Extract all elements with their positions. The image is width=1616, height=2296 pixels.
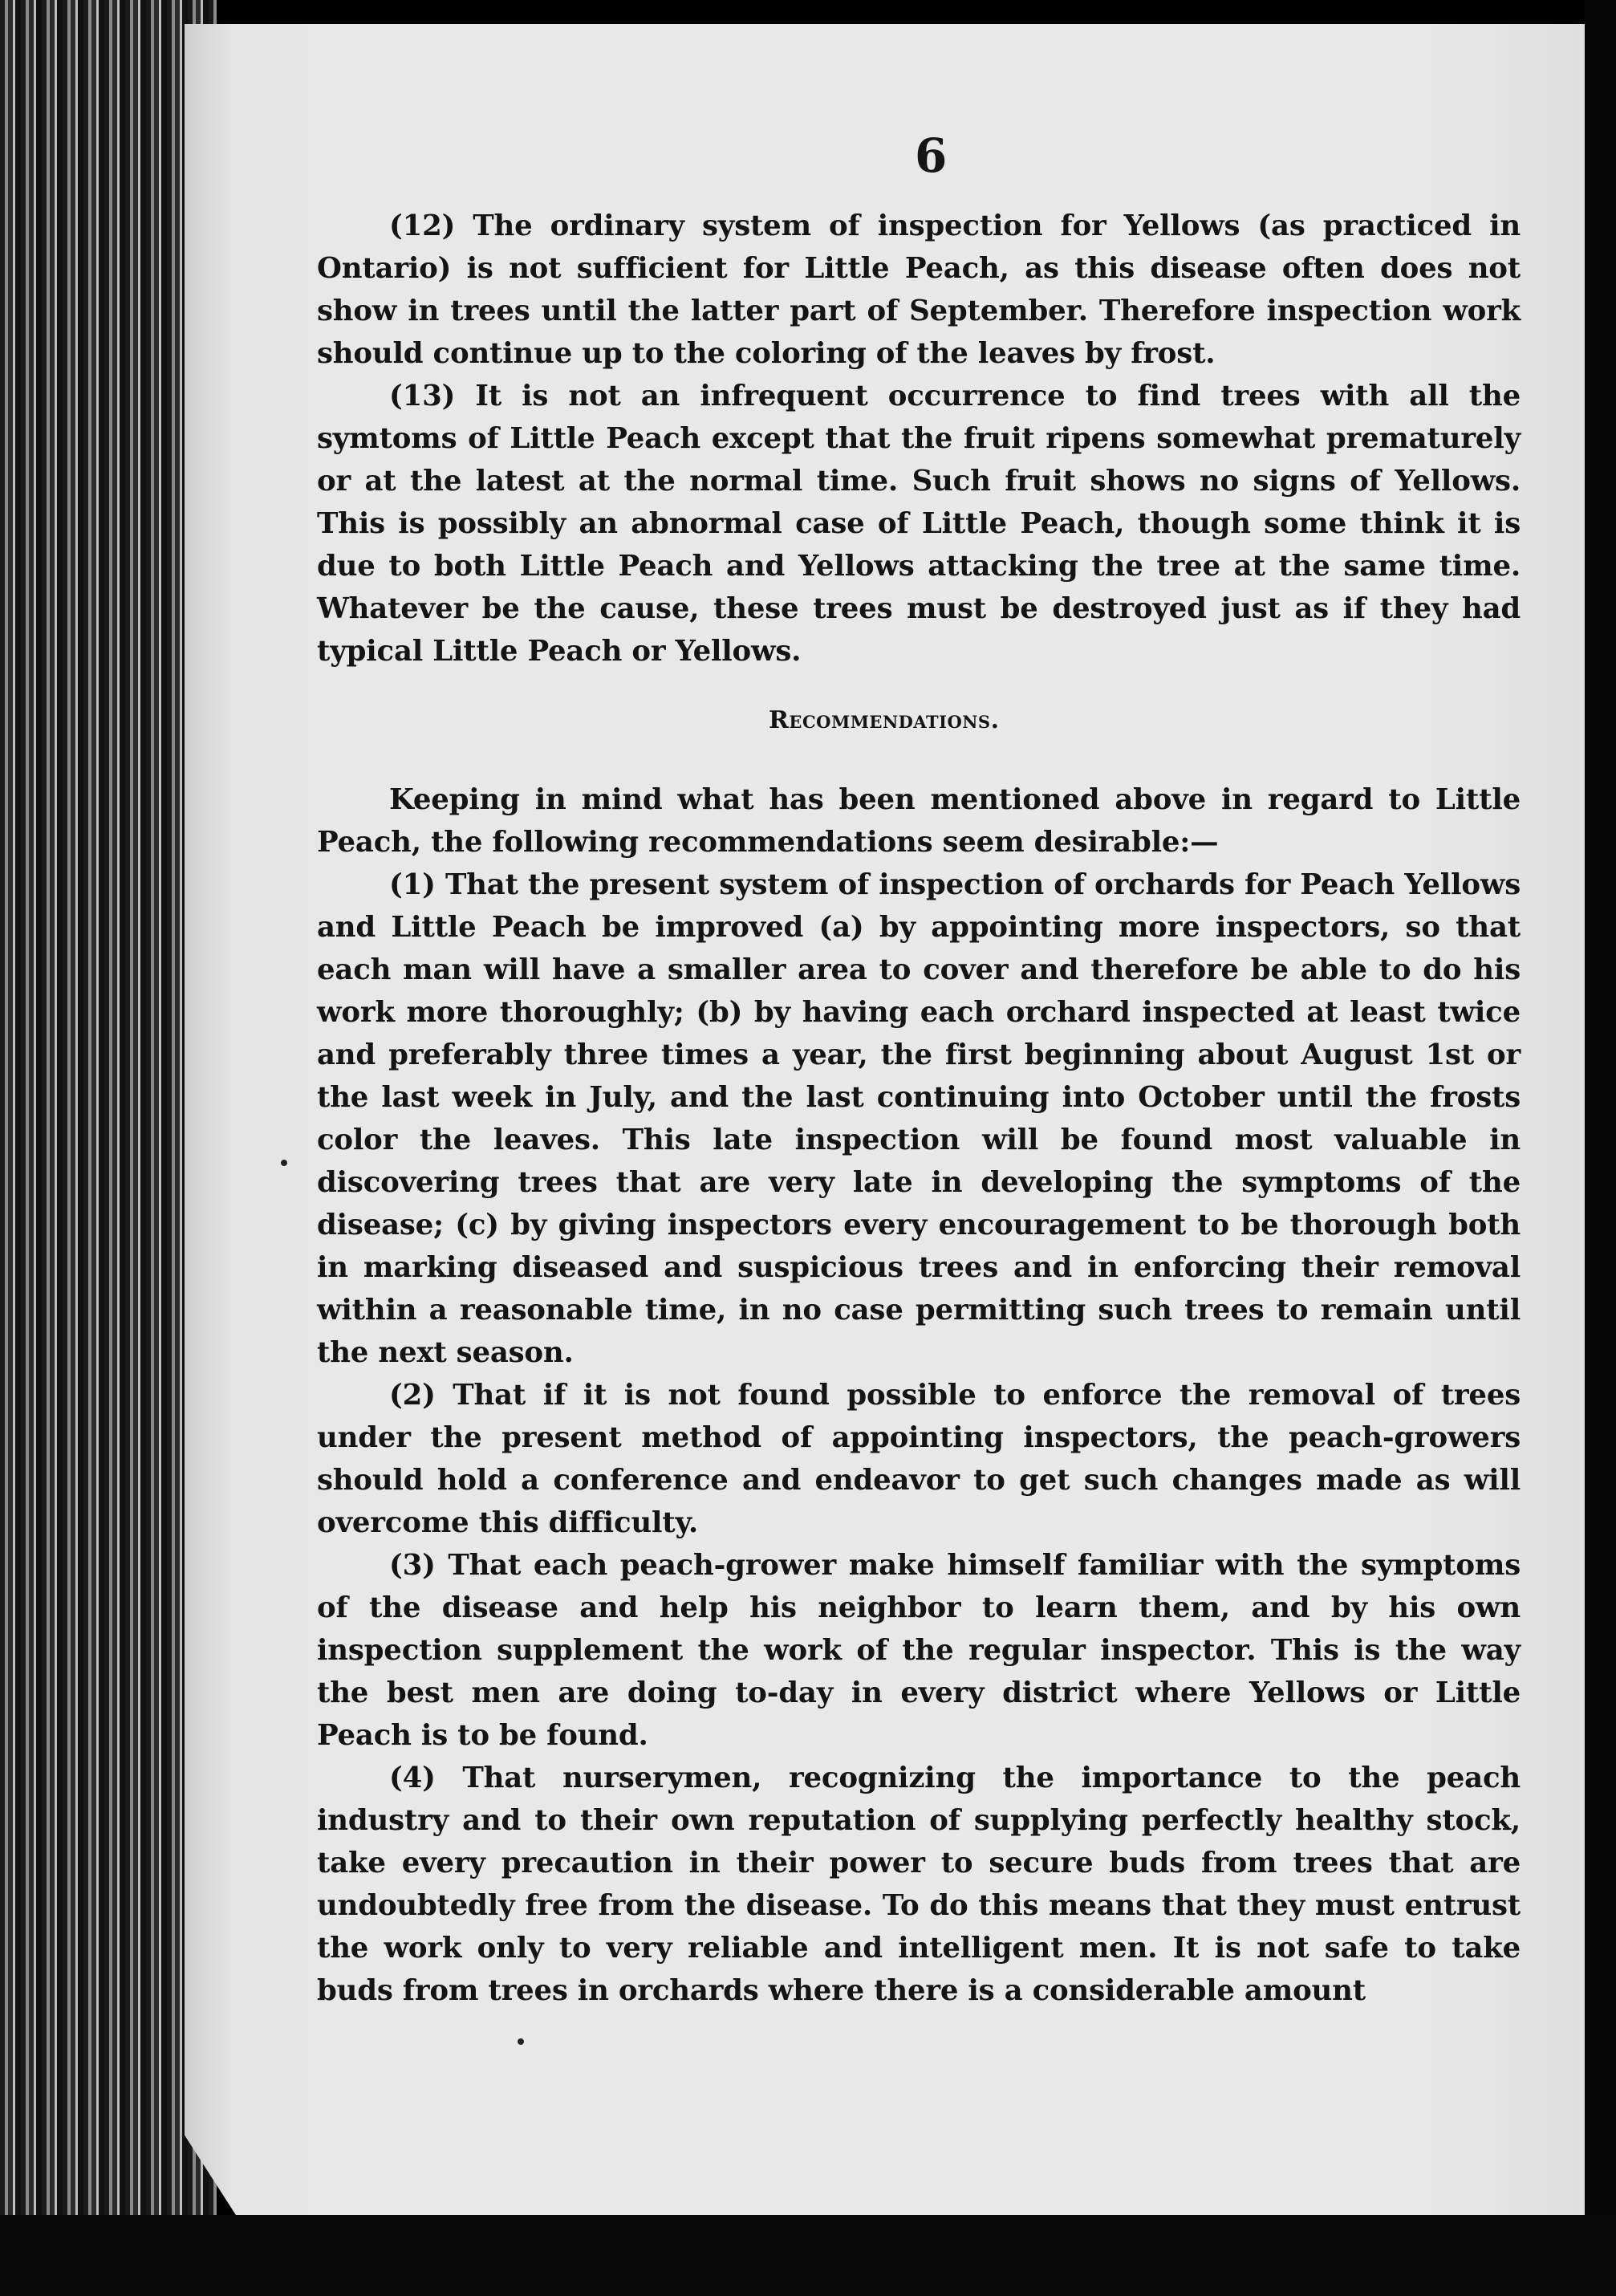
recommendations-heading: Recommendations.	[769, 706, 1000, 734]
book-binding-edge	[0, 0, 217, 2296]
recommendations-block	[317, 778, 1521, 2012]
numbered-points-block	[317, 205, 1521, 673]
recommendation-3-paragraph: (3) That each peach-grower make himself familiar with the symptoms of the disease and help his neighbor to learn them, and by his own inspection supplement the work of the regular inspector. This is the way the best men are doing to-day in every district where Yellows or Little Peach is to be found.	[317, 1549, 1521, 1752]
scan-speck	[281, 1160, 287, 1166]
recommendation-1-paragraph: (1) That the present system of inspection of orchards for Peach Yellows and Little Peach be improved (a) by appointing more inspectors, so that each man will have a smaller area to cover and therefore be able to do his work more thoroughly; (b) by having each orchard inspected at least twice and preferably three times a year, the first beginning about August 1st or the last week in July, and the last continuing into October until the frosts color the leaves. This late inspection will be found most valuable in discovering trees that are very late in developing the symptoms of the disease; (c) by giving inspectors every encouragement to be thorough both in marking diseased and suspicious trees and in enforcing their removal within a reasonable time, in no case permitting such trees to remain until the next season.	[317, 868, 1521, 1369]
point-12-paragraph: (12) The ordinary system of inspection for Yellows (as practiced in Ontario) is not sufficient for Little Peach, as this disease often does not show in trees until the latter part of September. Therefore inspection work should continue up to the coloring of the leaves by frost.	[317, 209, 1521, 370]
point-13-paragraph: (13) It is not an infrequent occurrence to find trees with all the symtoms of Little Peach except that the fruit ripens somewhat prematurely or at the latest at the normal time. Such fruit shows no signs of Yellows. This is possibly an abnormal case of Little Peach, though some think it is due to both Little Peach and Yellows attacking the tree at the same time. Whatever be the cause, these trees must be destroyed just as if they had typical Little Peach or Yellows.	[317, 380, 1521, 668]
scan-speck	[518, 2038, 524, 2045]
right-page-gutter	[1585, 0, 1616, 2296]
recommendations-intro: Keeping in mind what has been mentioned above in regard to Little Peach, the following recommendations seem desirable:—	[317, 783, 1521, 859]
recommendation-2-paragraph: (2) That if it is not found possible to enforce the removal of trees under the present method of appointing inspectors, the peach-growers should hold a conference and endeavor to get such changes made as will overcome this difficulty.	[317, 1379, 1521, 1539]
page-number: 6	[915, 128, 948, 183]
bottom-scan-margin	[0, 2215, 1616, 2296]
recommendation-4-paragraph: (4) That nurserymen, recognizing the importance to the peach industry and to their own reputation of supplying perfectly healthy stock, take every precaution in their power to secure buds from trees that are undoubtedly free from the disease. To do this means that they must entrust the work only to very reliable and intelligent men. It is not safe to take buds from trees in orchards where there is a considerable amount	[317, 1762, 1521, 2007]
